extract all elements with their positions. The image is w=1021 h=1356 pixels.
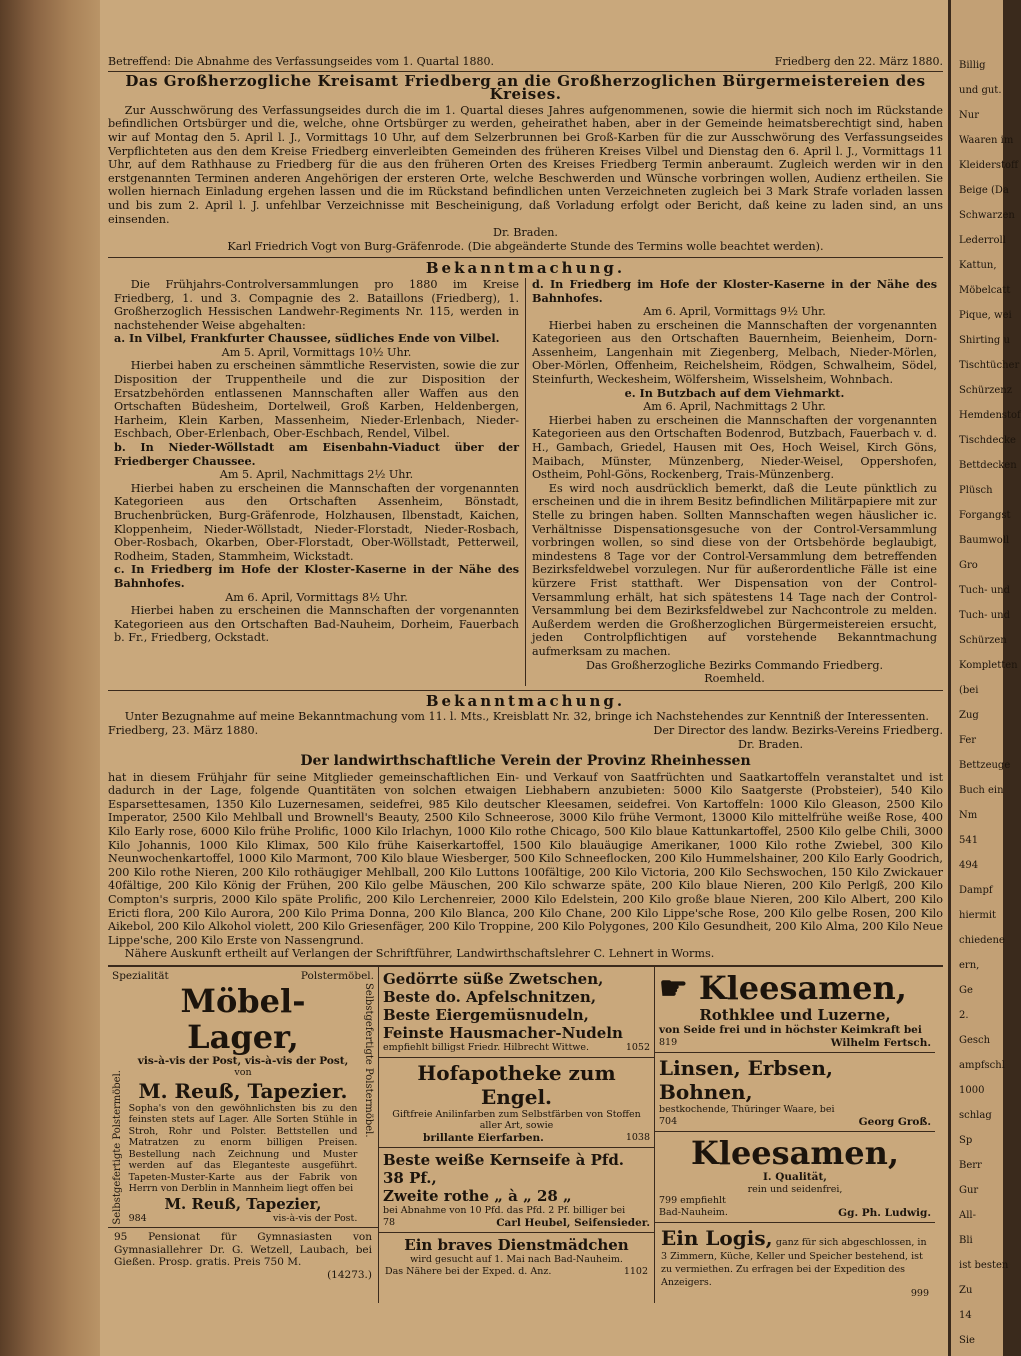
fragment-text: Tuch- und: [959, 585, 1010, 596]
time-d: Am 6. April, Vormittags 9½ Uhr.: [643, 305, 826, 319]
ad-logis: [655, 1223, 935, 1302]
ad-moebel-foot: [129, 1213, 358, 1225]
fragment-text: All-: [959, 1210, 976, 1221]
ad-linsen-sub: bestkochende, Thüringer Waare, bei: [659, 1104, 835, 1116]
notice2-right-column: [525, 278, 943, 686]
ad-seife: [379, 1148, 654, 1233]
time-a: Am 5. April, Vormittags 10½ Uhr.: [221, 345, 412, 359]
divider: [108, 257, 943, 258]
location-a: a. In Vilbel, Frankfurter Chaussee, südliches Ende von Vilbel.: [114, 331, 500, 346]
ad-kleesamen2-l4: Bad-Nauheim.: [659, 1206, 728, 1218]
text-c: Hierbei haben zu erscheinen die Mannschaften der vorgenannten Kategorieen aus den Ortschaften Bad-Nauheim, Dorheim, Fauerbach b. Fr., Friedberg, Ockstadt.: [114, 604, 519, 645]
time-b: Am 5. April, Nachmittags 2½ Uhr.: [219, 468, 414, 482]
location-e: e. In Butzbach auf dem Viehmarkt.: [624, 385, 845, 400]
page-content: [108, 55, 943, 1330]
fragment-text: Gur: [959, 1185, 979, 1196]
fragment-text: Bli: [959, 1235, 973, 1246]
notice2-title: Bekanntmachung.: [425, 259, 626, 278]
ad-hofapotheke: [379, 1058, 654, 1149]
notice3-signer: Dr. Braden.: [738, 737, 803, 751]
fragment-text: Kleiderstoff: [959, 160, 1019, 171]
header-subject: Betreffend: Die Abnahme des Verfassungseides vom 1. Quartal 1880.: [108, 55, 494, 68]
ad-hofapotheke-product: brillante Eierfarben.: [423, 1131, 544, 1144]
page-header: [108, 55, 943, 72]
ad-kleesamen1-foot: [659, 1037, 931, 1050]
time-c: Am 6. April, Vormittags 8½ Uhr.: [225, 590, 408, 604]
fragment-text: ern,: [959, 960, 980, 971]
fragment-text: 2.: [959, 1010, 969, 1021]
notice2-columns: [108, 278, 943, 686]
notice3-signer-role: Der Director des landw. Bezirks-Vereins Friedberg.: [653, 723, 943, 737]
fragment-text: Tuch- und: [959, 610, 1010, 621]
ad-zwetschen-l3: Beste Eiergemüsnudeln,: [383, 1006, 589, 1024]
fragment-text: Buch ein: [959, 785, 1004, 796]
notice3-signline: [108, 724, 943, 738]
notice3-subtitle: Der landwirthschaftliche Verein der Provinz Rheinhessen: [300, 753, 751, 770]
notice2-intro: Die Frühjahrs-Controlversammlungen pro 1880 im Kreise Friedberg, 1. und 3. Compagnie des 2. Bataillons (Friedberg), 1. Großherzoglich Hessischen Landwehr-Regiments Nr. 115, werden in nachstehender Weise abgehalten:: [114, 277, 519, 332]
ad-moebel-von: von: [234, 1067, 252, 1079]
ad-kleesamen2-title: Kleesamen,: [690, 1134, 900, 1173]
ad-kleesamen2-name: Gg. Ph. Ludwig.: [838, 1206, 931, 1219]
fragment-text: Pique, wei: [959, 310, 1012, 321]
ad-logis-num: 999: [910, 1288, 929, 1300]
notice3-place-date: Friedberg, 23. März 1880.: [108, 723, 259, 737]
fragment-text: Forgangst: [959, 510, 1011, 521]
ad-moebel-name: M. Reuß, Tapezier.: [138, 1078, 348, 1103]
notice3-body: hat in diesem Frühjahr für seine Mitglieder gemeinschaftlichen Ein- und Verkauf von Saatfrüchten und Saatkartoffeln veranstaltet und ist dadurch in der Lage, folgende Quantitäten von solchen etwaigen Liebhabern anzubieten: 5000 Kilo Saatgerste (Probsteier), 540 Kilo Esparsettesamen, 1350 Kilo Luzernesamen, seidefrei, 985 Kilo deutscher Kleesamen, seidefrei. Von Kartoffeln: 1000 Kilo Gleason, 2500 Kilo Imperator, 2500 Kilo Mehlball und Brownell's Beauty, 2500 Kilo Schneerose, 3000 Kilo frühe Vermont, 13000 Kilo mittelfrühe weiße Rose, 400 Kilo Early rose, 6000 Kilo frühe Prolific, 1000 Kilo Irlachyn, 1000 Kilo rothe Chicago, 500 Kilo blaue Kattunkartoffel, 2500 Kilo gelbe Chili, 3000 Kilo Johannis, 1000 Kilo Klimax, 500 Kilo frühe Kaiserkartoffel, 1500 Kilo blauäugige Amerikaner, 1000 Kilo rothe Zwiebel, 300 Kilo Neunwochenkartoffel, 1000 Kilo Marmont, 700 Kilo blaue Wiesberger, 500 Kilo Schneeflocken, 200 Kilo Hummelshainer, 200 Kilo Early Goodrich, 200 Kilo rothe Nieren, 200 Kilo rothäugiger Mehlball, 200 Kilo Luttons 100fältige, 200 Kilo Victoria, 200 Kilo Sechswochen, 150 Kilo Zwickauer 40fältige, 200 Kilo König der Frühen, 200 Kilo gelbe Mäuschen, 200 Kilo schwarze späte, 200 Kilo blaue Nieren, 200 Kilo Perlgß, 200 Kilo Compton's surpris, 2000 Kilo späte Prolific, 200 Kilo Lerchenreier, 2000 Kilo Edelstein, 200 Kilo große blaue Nieren, 200 Kilo Albert, 200 Kilo Ericti flora, 200 Kilo Aurora, 200 Kilo Prima Donna, 200 Kilo Blanca, 200 Kilo Chane, 200 Kilo Lippe'sche Rose, 200 Kilo gelbe Rosen, 200 Kilo Aikebol, 200 Kilo Alkohol violett, 200 Kilo Griesenfäger, 200 Kilo Troppine, 200 Kilo Polygones, 200 Kilo Gesundheit, 200 Kilo Alma, 200 Kilo Neue Lippe'sche, 200 Kilo Erste von Nassengrund.: [108, 770, 943, 947]
fragment-text: Bettzeuge: [959, 760, 1011, 771]
notice1-title: Das Großherzogliche Kreisamt Friedberg an die Großherzoglichen Bürgermeistereien des Kreises.: [125, 71, 926, 104]
notice3-closing: Nähere Auskunft ertheilt auf Verlangen der Schriftführer, Landwirthschaftslehrer C. Lehnert in Worms.: [124, 947, 715, 961]
notice2-signature: Roemheld.: [704, 672, 765, 686]
notice2-remarks: Es wird noch ausdrücklich bemerkt, daß die Leute pünktlich zu erscheinen und die in ihrem Besitz befindlichen Militärpapiere mit zur Stelle zu bringen haben. Sollten Mannschaften wegen häuslicher ic. Verhältnisse Dispensationsgesuche von der Control-Versammlung vorbringen wollen, so sind diese von der Ortsbehörde beglaubigt, mindestens 8 Tage vor der Control-Versammlung dem betreffenden Bezirksfeldwebel vorzulegen. Nur für außerordentliche Fälle ist eine kürzere Frist statthaft. Wer Dispensation von der Control-Versammlung erhält, hat sich spätestens 14 Tage nach der Control-Versammlung bei dem Bezirksfeldwebel zur Nachcontrole zu melden. Außerdem werden die Großherzoglichen Bürgermeistereien ersucht, jeden Controlpflichtigen auf vorstehende Bekanntmachung aufmerksam zu machen.: [532, 481, 937, 658]
notice3-intro: Unter Bezugnahme auf meine Bekanntmachung vom 11. l. Mts., Kreisblatt Nr. 32, bringe ich Nachstehendes zur Kenntniß der Interessenten.: [124, 710, 929, 724]
notice2-issuer: Das Großherzogliche Bezirks Commando Friedberg.: [585, 658, 884, 672]
ad-hofapotheke-body: Giftfreie Anilinfarben zum Selbstfärben von Stoffen aller Art, sowie: [392, 1108, 641, 1131]
ad-kleesamen-1: [655, 967, 935, 1053]
fragment-text: 494: [959, 860, 979, 871]
ad-seife-foot: [383, 1217, 650, 1230]
fragment-text: Sp: [959, 1135, 973, 1146]
ad-hofapotheke-title: Hofapotheke zum Engel.: [417, 1060, 616, 1109]
ad-moebel-top-right: Polstermöbel.: [300, 970, 374, 982]
notice2-left-column: [108, 278, 525, 686]
ad-kleesamen1-l1: Rothklee und Luzerne,: [699, 1006, 891, 1024]
ad-zwetschen-num: 1052: [625, 1042, 650, 1053]
ad-pensionat-num: (14273.): [327, 1268, 372, 1281]
fragment-text: Plüsch: [959, 485, 993, 496]
header-dateline: Friedberg den 22. März 1880.: [774, 55, 943, 68]
text-b: Hierbei haben zu erscheinen die Mannschaften der vorgenannten Kategorieen aus den Ortschaften Assenheim, Bönstadt, Bruchenbrücken, Burg-Gräfenrode, Holzhausen, Ilbenstadt, Kaichen, Kloppenheim, Nieder-Wöllstadt, Nieder-Florstadt, Nieder-Rosbach, Ober-Rosbach, Okarben, Ober-Florstadt, Ober-Wöllstadt, Petterweil, Rodheim, Staden, Stammheim, Wickstadt.: [114, 481, 519, 563]
ad-moebel-body: Sopha's von den gewöhnlichsten bis zu den feinsten stets auf Lager. Alle Sorten Stühle in Stroh, Rohr und Polster. Bettstellen und Matratzen zu enorm billigen Preisen. Bestellung nach Zeichnung und Muster werden auf das Eleganteste ausgeführt. Tapeten-Muster-Karte aus der Fabrik von Herrn von Derblin in Mannheim liegt offen bei: [128, 1102, 358, 1195]
fragment-text: Baumwoll: [959, 535, 1010, 546]
ad-kleesamen2-num-line: [659, 1195, 931, 1207]
adjacent-page-fragment: [948, 0, 1021, 1356]
ad-hofapotheke-foot: [383, 1132, 650, 1145]
ad-moebel-main: [125, 983, 362, 1225]
ad-zwetschen-l4: Feinste Hausmacher-Nudeln: [383, 1024, 623, 1042]
fragment-text: Ge: [959, 985, 973, 996]
fragment-text: 1000: [959, 1085, 985, 1096]
ad-hofapotheke-num: 1038: [625, 1131, 650, 1143]
fragment-text: (bei: [959, 685, 979, 696]
fragment-text: schlag: [959, 1110, 992, 1121]
fragment-text: Beige (Da: [959, 185, 1009, 196]
text-a: Hierbei haben zu erscheinen sämmtliche Reservisten, sowie die zur Disposition der Truppentheile und die zur Disposition der Ersatzbehörden entlassenen Mannschaften aller Waffen aus den Ortschaften Büdesheim, Dortelweil, Groß Karben, Heldenbergen, Harheim, Klein Karben, Massenheim, Nieder-Erlenbach, Nieder-Eschbach, Ober-Erlenbach, Ober-Eschbach, Rendel, Vilbel.: [114, 359, 519, 441]
ad-dienst-foot: [385, 1266, 648, 1278]
ad-kleesamen1-name: Wilhelm Fertsch.: [830, 1036, 931, 1049]
ad-zwetschen: [379, 967, 654, 1058]
ad-kleesamen2-l2: rein und seidenfrei,: [747, 1183, 843, 1195]
fragment-text: Schwarzen: [959, 210, 1015, 221]
ad-kleesamen-2: [655, 1132, 935, 1223]
text-e: Hierbei haben zu erscheinen die Mannschaften der vorgenannten Kategorieen aus den Ortschaften Bodenrod, Butzbach, Fauerbach v. d. H., Gambach, Griedel, Hausen mit Oes, Hoch Weisel, Kirch Göns, Maibach, Münster, Münzenberg, Nieder-Weisel, Oppershofen, Ostheim, Pohl-Göns, Rockenberg, Trais-Münzenberg.: [532, 413, 937, 482]
text-d: Hierbei haben zu erscheinen die Mannschaften der vorgenannten Kategorieen aus den Ortschaften Bauernheim, Beienheim, Dorn-Assenheim, Langenhain mit Ziegenberg, Melbach, Nieder-Mörlen, Ober-Mörlen, Offenheim, Reichelsheim, Rödgen, Schwalheim, Södel, Steinfurth, Weckesheim, Wölfersheim, Wisselsheim, Wohnbach.: [532, 318, 937, 387]
ad-moebel-sig2: vis-à-vis der Post.: [273, 1212, 358, 1224]
ad-moebel-lager: [108, 967, 378, 1228]
ad-moebel-num: 984: [128, 1212, 147, 1224]
fragment-text: Möbelcatt: [959, 285, 1011, 296]
ad-zwetschen-foot: [383, 1042, 650, 1054]
fragment-text: Hemdenstof: [959, 410, 1021, 421]
ad-seife-l1: Beste weiße Kernseife à Pfd. 38 Pf.,: [383, 1151, 625, 1188]
ad-moebel-frame: [112, 983, 374, 1225]
fragment-text: 541: [959, 835, 979, 846]
fragment-text: Nm: [959, 810, 978, 821]
fragment-text: Zu: [959, 1285, 973, 1296]
fragment-text: Lederroll: [959, 235, 1006, 246]
ad-logis-body: ganz für sich abgeschlossen, in 3 Zimmern, Küche, Keller und Speicher bestehend, ist zu vermiethen. Zu erfragen bei der Expedition des Anzeigers.: [661, 1237, 927, 1288]
ad-linsen-foot: [659, 1116, 931, 1129]
divider: [108, 690, 943, 691]
fragment-text: Nur: [959, 110, 979, 121]
fragment-text: Sie: [959, 1335, 975, 1346]
fragment-text: Schürzenz: [959, 385, 1013, 396]
ad-dienst-title: Ein braves Dienstmädchen: [404, 1236, 629, 1255]
ad-linsen: [655, 1053, 935, 1132]
ad-column-1: [108, 967, 379, 1303]
time-e: Am 6. April, Nachmittags 2 Uhr.: [643, 400, 826, 414]
ad-moebel-side-left: Selbstgefertigte Polstermöbel.: [112, 1069, 123, 1225]
fragment-text: hiermit: [959, 910, 997, 921]
ad-zwetschen-l2: Beste do. Apfelschnitzen,: [383, 988, 597, 1006]
ad-column-3: [655, 967, 935, 1303]
fragment-text: Fer: [959, 735, 977, 746]
fragment-text: ist besten: [959, 1260, 1009, 1271]
ad-pensionat: [108, 1228, 378, 1284]
ad-linsen-num: 704: [659, 1115, 678, 1127]
book-binding: [0, 0, 100, 1356]
ad-seife-name: Carl Heubel, Seifensieder.: [496, 1216, 650, 1229]
ad-dienst-ref: Das Nähere bei der Exped. d. Anz.: [385, 1265, 552, 1277]
fragment-text: 14: [959, 1310, 972, 1321]
notice3-title: Bekanntmachung.: [425, 691, 626, 710]
location-c: c. In Friedberg im Hofe der Kloster-Kaserne in der Nähe des Bahnhofes.: [114, 562, 519, 590]
ad-moebel-address: vis-à-vis der Post, vis-à-vis der Post,: [137, 1054, 349, 1067]
ad-seife-l2: Zweite rothe „ à „ 28 „: [383, 1187, 572, 1206]
pointing-hand-icon: ☛: [659, 969, 699, 1007]
fragment-text: Berr: [959, 1160, 982, 1171]
fragment-text: Bettdecken: [959, 460, 1017, 471]
fragment-text: Billig: [959, 60, 986, 71]
ad-seife-num: 78: [383, 1216, 396, 1228]
ad-kleesamen1-num: 819: [659, 1036, 678, 1048]
fragment-text: Gesch: [959, 1035, 991, 1046]
ad-pensionat-text: 95 Pensionat für Gymnasiasten von Gymnasiallehrer Dr. G. Wetzell, Laubach, bei Gießen. Prosp. gratis. Preis 750 M.: [114, 1231, 372, 1269]
fragment-text: Dampf: [959, 885, 993, 896]
fragment-text: und gut.: [959, 85, 1002, 96]
fragment-text: Gro: [959, 560, 978, 571]
ad-kleesamen1-l2: von Seide frei und in höchster Keimkraft bei: [659, 1024, 922, 1036]
ad-zwetschen-l5: empfiehlt billigst Friedr. Hilbrecht Wittwe.: [383, 1042, 590, 1053]
ad-kleesamen1-title-text: Kleesamen,: [698, 969, 907, 1007]
ad-dienst-body: wird gesucht auf 1. Mai nach Bad-Nauheim.: [410, 1254, 623, 1266]
fragment-text: Kompletten: [959, 660, 1018, 671]
ad-moebel-title: Möbel-Lager,: [180, 981, 306, 1056]
ad-seife-l3: bei Abnahme von 10 Pfd. das Pfd. 2 Pf. billiger bei: [383, 1205, 626, 1217]
ad-kleesamen1-title: [659, 970, 931, 1006]
ad-dienstmaedchen: [379, 1233, 654, 1280]
ad-kleesamen2-l1: I. Qualität,: [763, 1171, 827, 1184]
ad-logis-title: Ein Logis,: [661, 1226, 773, 1251]
advertisements: [108, 965, 943, 1303]
ad-zwetschen-l1: Gedörrte süße Zwetschen,: [383, 970, 604, 988]
ad-linsen-name: Georg Groß.: [858, 1115, 931, 1128]
fragment-text: chiedene: [959, 935, 1005, 946]
notice1-footnote: Karl Friedrich Vogt von Burg-Gräfenrode. (Die abgeänderte Stunde des Termins wolle beachtet werden).: [227, 239, 824, 253]
ad-kleesamen2-l3: empfiehlt: [680, 1195, 726, 1207]
fragment-text: ampfschl: [959, 1060, 1005, 1071]
location-d: d. In Friedberg im Hofe der Kloster-Kaserne in der Nähe des Bahnhofes.: [532, 276, 937, 305]
ad-linsen-title: Linsen, Erbsen, Bohnen,: [659, 1056, 833, 1105]
fragment-text: Zug: [959, 710, 979, 721]
ad-column-2: [379, 967, 655, 1303]
fragment-text: Schürzen: [959, 635, 1007, 646]
ad-moebel-top: [112, 970, 374, 983]
fragment-text: Shirting u: [959, 335, 1010, 346]
ad-dienst-num: 1102: [623, 1265, 648, 1277]
fragment-text: Kattun,: [959, 260, 997, 271]
fragment-text: Tischdecke: [959, 435, 1016, 446]
notice1-body: Zur Ausschwörung des Verfassungseides durch die im 1. Quartal dieses Jahres aufgenommenen, sowie die hiermit sich noch im Rückstande befindlichen Ortsbürger und die, welche, ohne Ortsbürger zu werden, geheirathet haben, aber in der Gemeinde heimatsberechtigt sind, haben wir auf Montag den 5. April l. J., Vormittags 10 Uhr, auf dem Selzerbrunnen bei Groß-Karben für die zur Ausschwörung des Verfassungseides Verpflichteten aus den dem Kreise Friedberg einverleibten Gemeinden des früheren Kreises Vilbel und Dienstag den 6. April l. J., Vormittags 11 Uhr, auf dem Rathhause zu Friedberg für die aus den früheren Orten des Kreises Friedberg Termin anberaumt. Zugleich werden wir in den erstgenannten Terminen anderen Angehörigen der ersteren Orte, welche Beschwerden und Wünsche vorbringen wollen, Audienz ertheilen. Sie wollen hiernach Einladung ergehen lassen und die im Rückstand befindlichen unten Verzeichneten zugleich bei 3 Mark Strafe vorladen lassen und bis zum 2. April l. J. unfehlbar Verzeichnisse mit Bescheinigung, daß Vorladung erfolgt oder Bericht, daß keine zu laden sind, an uns einsenden.: [108, 103, 943, 226]
ad-moebel-top-left: Spezialität: [112, 970, 169, 982]
location-b: b. In Nieder-Wöllstadt am Eisenbahn-Viaduct über der Friedberger Chaussee.: [114, 440, 519, 468]
ad-moebel-sig: M. Reuß, Tapezier,: [164, 1194, 322, 1213]
ad-kleesamen2-foot: [659, 1207, 931, 1220]
fragment-text: Tischtücher: [959, 360, 1020, 371]
ad-moebel-side-right: Selbstgefertigte Polstermöbel.: [363, 982, 374, 1138]
notice1-signature: Dr. Braden.: [493, 226, 558, 240]
ad-kleesamen2-num: 799: [659, 1195, 678, 1207]
fragment-text: Waaren im: [959, 135, 1014, 146]
